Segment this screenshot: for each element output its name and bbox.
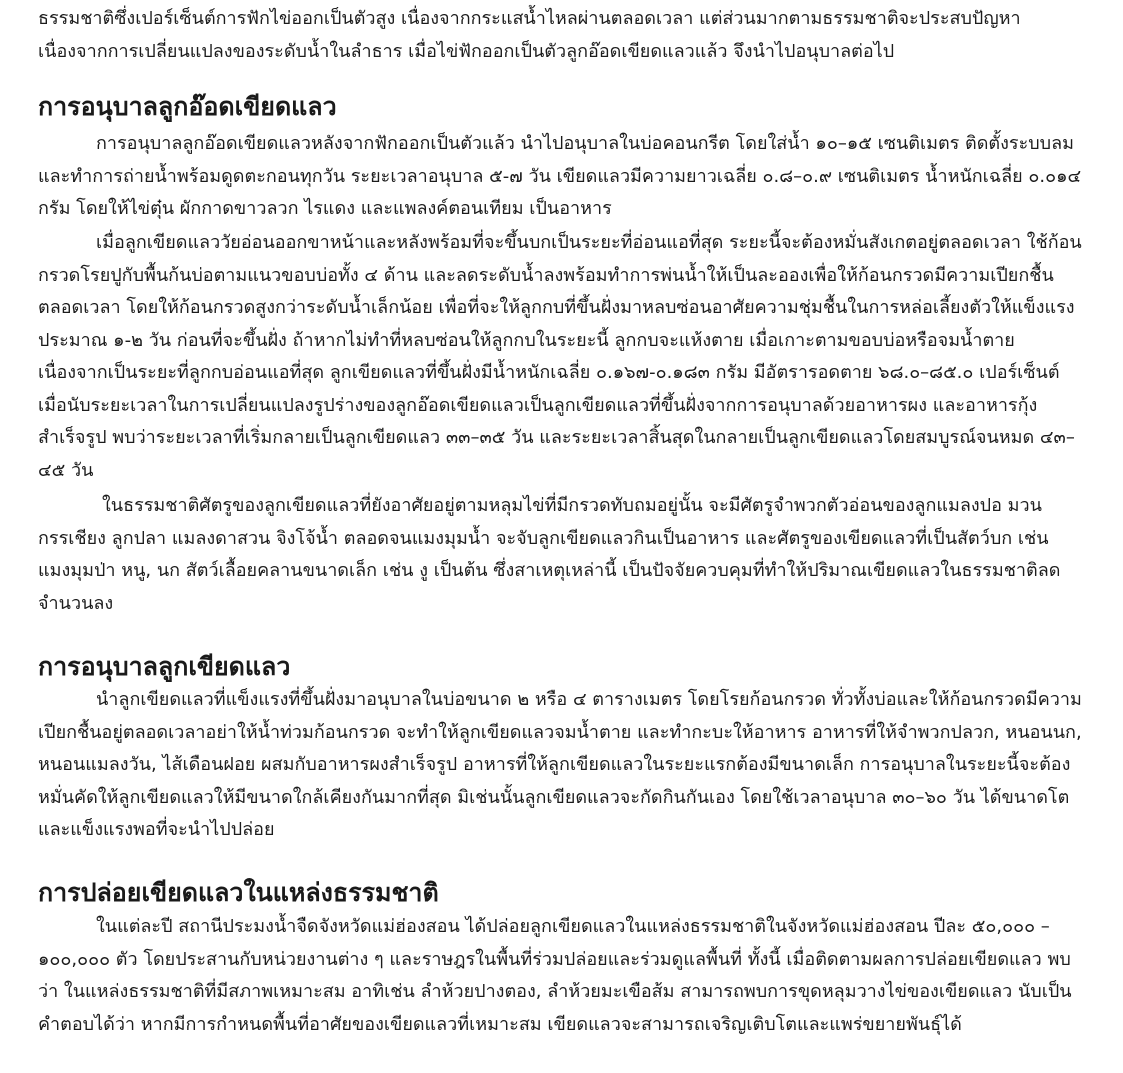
paragraph-metamorphosis: เมื่อลูกเขียดแลววัยอ่อนออกขาหน้าและหลังพร้อมที่จะขึ้นบกเป็นระยะที่อ่อนแอที่สุด ระยะนี้จะต้องหมั่นสังเกตอยู่ตลอดเวลา ใช้ก้อนกรวดโรยปูกับพื้นก้นบ่อตามแนวขอบบ่อทั้ง ๔ ด้าน และลดระดับน้ำลงพร้อมทำการพ่นน้ำให้เป็นละอองเพื่อให้ก้อนกรวดมีความเปียกชื้นตลอดเวลา โดยให้ก้อนกรวดสูงกว่าระดับน้ำเล็กน้อย เพื่อที่จะให้ลูกกบที่ขึ้นฝั่งมาหลบซ่อนอาศัยความชุ่มชื้นในการหล่อเลี้ยงตัวให้แข็งแรงประมาณ ๑-๒ วัน ก่อนที่จะขึ้นฝั่ง ถ้าหากไม่ทำที่หลบซ่อนให้ลูกกบในระยะนี้ ลูกกบจะแห้งตาย เมื่อเกาะตามขอบบ่อหรือจมน้ำตาย เนื่องจากเป็นระยะที่ลูกกบอ่อนแอที่สุด ลูกเขียดแลวที่ขึ้นฝั่งมีน้ำหนักเฉลี่ย ๐.๑๖๗-๐.๑๘๓ กรัม มีอัตรารอดตาย ๖๘.๐–๘๕.๐ เปอร์เซ็นต์ เมื่อนับระยะเวลาในการเปลี่ยนแปลงรูปร่างของลูกอ๊อดเขียดแลวเป็นลูกเขียดแลวที่ขึ้นฝั่งจากการอนุบาลด้วยอาหารผง และอาหารกุ้งสำเร็จรูป พบว่าระยะเวลาที่เริ่มกลายเป็นลูกเขียดแลว ๓๓–๓๕ วัน และระยะเวลาสิ้นสุดในกลายเป็นลูกเขียดแลวโดยสมบูรณ์จนหมด ๔๓–๔๕ วัน [38,232,1082,481]
paragraph-release: ในแต่ละปี สถานีประมงน้ำจืดจังหวัดแม่ฮ่องสอน ได้ปล่อยลูกเขียดแลวในแหล่งธรรมชาติในจังหวัดแม่ฮ่องสอน ปีละ ๕๐,๐๐๐ – ๑๐๐,๐๐๐ ตัว โดยประสานกับหน่วยงานต่าง ๆ และราษฎรในพื้นที่ร่วมปล่อยและร่วมดูแลพื้นที่ ทั้งนี้ เมื่อติดตามผลการปล่อยเขียดแลว พบว่า ในแหล่งธรรมชาติที่มีสภาพเหมาะสม อาทิเช่น ลำห้วยปางตอง, ลำห้วยมะเขือส้ม สามารถพบการขุดหลุมวางไข่ของเขียดแลว นับเป็นคำตอบได้ว่า หากมีการกำหนดพื้นที่อาศัยของเขียดแลวที่เหมาะสม เขียดแลวจะสามารถเจริญเติบโตและแพร่ขยายพันธุ์ได้ [38,916,1072,1035]
intro-paragraph: ธรรมชาติซึ่งเปอร์เซ็นต์การฟักไข่ออกเป็นตัวสูง เนื่องจากกระแสน้ำไหลผ่านตลอดเวลา แต่ส่วนมากตามธรรมชาติจะประสบปัญหา เนื่องจากการเปลี่ยนแปลงของระดับน้ำในลำธาร เมื่อไข่ฟักออกเป็นตัวลูกอ๊อดเขียดแลวแล้ว จึงนำไปอนุบาลต่อไป [38,8,1021,62]
section-heading-froglet-nursing: การอนุบาลลูกเขียดแลว [38,652,291,681]
paragraph-tadpole-nursing: การอนุบาลลูกอ๊อดเขียดแลวหลังจากฟักออกเป็นตัวแล้ว นำไปอนุบาลในบ่อคอนกรีต โดยใส่น้ำ ๑๐–๑๕ เซนติเมตร ติดตั้งระบบลมและทำการถ่ายน้ำพร้อมดูดตะกอนทุกวัน ระยะเวลาอนุบาล ๕-๗ วัน เขียดแลวมีความยาวเฉลี่ย ๐.๘–๐.๙ เซนติเมตร น้ำหนักเฉลี่ย ๐.๐๑๔ กรัม โดยให้ไข่ตุ๋น ผักกาดขาวลวก ไรแดง และแพลงค์ตอนเทียม เป็นอาหาร [38,133,1082,219]
paragraph-natural-enemies: ในธรรมชาติศัตรูของลูกเขียดแลวที่ยังอาศัยอยู่ตามหลุมไข่ที่มีกรวดทับถมอยู่นั้น จะมีศัตรูจำพวกตัวอ่อนของลูกแมลงปอ มวนกรรเชียง ลูกปลา แมลงดาสวน จิงโจ้น้ำ ตลอดจนแมงมุมน้ำ จะจับลูกเขียดแลวกินเป็นอาหาร และศัตรูของเขียดแลวที่เป็นสัตว์บก เช่น แมงมุมป่า หนู, นก สัตว์เลื้อยคลานขนาดเล็ก เช่น งู เป็นต้น ซึ่งสาเหตุเหล่านี้ เป็นปัจจัยควบคุมที่ทำให้ปริมาณเขียดแลวในธรรมชาติลดจำนวนลง [38,495,1061,614]
paragraph-froglet-nursing: นำลูกเขียดแลวที่แข็งแรงที่ขึ้นฝั่งมาอนุบาลในบ่อขนาด ๒ หรือ ๔ ตารางเมตร โดยโรยก้อนกรวด ทั่วทั้งบ่อและให้ก้อนกรวดมีความเปียกชื้นอยู่ตลอดเวลาอย่าให้น้ำท่วมก้อนกรวด จะทำให้ลูกเขียดแลวจมน้ำตาย และทำกะบะให้อาหาร อาหารที่ให้จำพวกปลวก, หนอนนก, หนอนแมลงวัน, ไส้เดือนฝอย ผสมกับอาหารผงสำเร็จรูป อาหารที่ให้ลูกเขียดแลวในระยะแรกต้องมีขนาดเล็ก การอนุบาลในระยะนี้จะต้องหมั่นคัดให้ลูกเขียดแลวให้มีขนาดใกล้เคียงกันมากที่สุด มิเช่นนั้นลูกเขียดแลวจะกัดกินกันเอง โดยใช้เวลาอนุบาล ๓๐–๖๐ วัน ได้ขนาดโตและแข็งแรงพอที่จะนำไปปล่อย [38,689,1082,840]
section-heading-tadpole-nursing: การอนุบาลลูกอ๊อดเขียดแลว [38,92,337,121]
section-heading-release: การปล่อยเขียดแลวในแหล่งธรรมชาติ [38,878,439,907]
